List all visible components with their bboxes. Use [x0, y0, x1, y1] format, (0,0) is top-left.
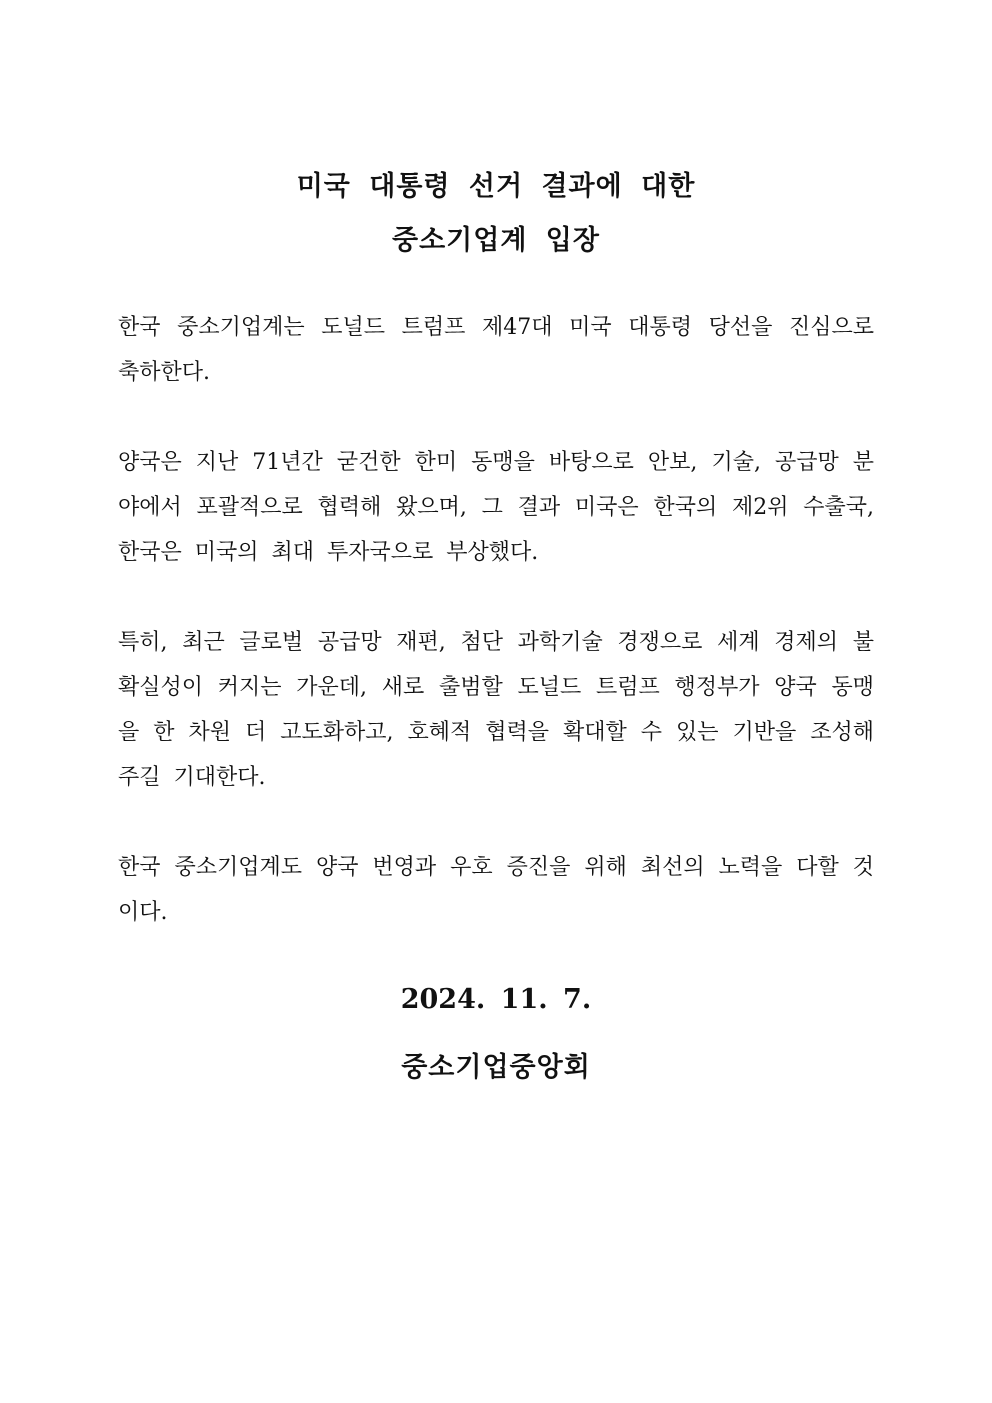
paragraph-alliance: 양국은 지난 71년간 굳건한 한미 동맹을 바탕으로 안보, 기술, 공급망 분야에서 포괄적으로 협력해 왔으며, 그 결과 미국은 한국의 제2위 수출국, 한국은 미국의 최대 투자국으로 부상했다. [118, 450, 874, 565]
issuing-organization: 중소기업중앙회 [401, 1052, 591, 1083]
document-title [0, 160, 992, 268]
paragraph-congratulations: 한국 중소기업계는 도널드 트럼프 제47대 미국 대통령 당선을 진심으로 축하한다. [118, 315, 874, 385]
document-body [118, 305, 874, 935]
paragraph-commitment: 한국 중소기업계도 양국 번영과 우호 증진을 위해 최선의 노력을 다할 것이다. [118, 855, 874, 925]
paragraph-expectation: 특히, 최근 글로벌 공급망 재편, 첨단 과학기술 경쟁으로 세계 경제의 불확실성이 커지는 가운데, 새로 출범할 도널드 트럼프 행정부가 양국 동맹을 한 차원 더 고도화하고, 호혜적 협력을 확대할 수 있는 기반을 조성해 주길 기대한다. [118, 630, 874, 790]
title-line-2: 중소기업계 입장 [392, 225, 600, 256]
document-date: 2024. 11. 7. [400, 984, 592, 1015]
title-line-1: 미국 대통령 선거 결과에 대한 [296, 171, 696, 202]
